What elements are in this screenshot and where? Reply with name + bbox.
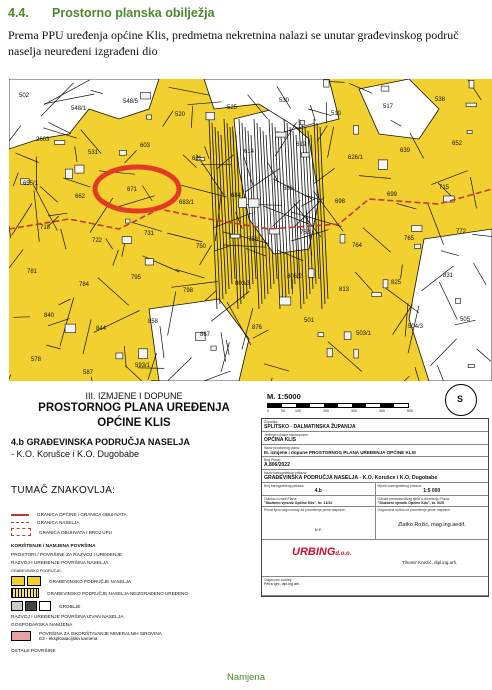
tb-value: GRAĐEVINSKA PODRUČJA NASELJA - K.O. Korušce i K.O. Dugobabe [264,475,438,481]
legend-item-build-zone [11,576,131,586]
parcel-label: 2603 [36,137,50,143]
tb-label: Odgovorni voditelj: [264,578,293,582]
parcel-line [13,317,30,318]
building-footprint [239,198,247,208]
tb-cell [262,496,376,506]
legend-swatch [11,631,31,641]
parcel-label: 772 [456,229,467,235]
plan-amendment: III. IZMJENE I DOPUNE [85,391,183,401]
legend-swatch [11,601,23,611]
building-footprint [318,333,324,337]
parcel-label: 781 [27,269,38,275]
tb-map [262,470,488,483]
building-footprint [468,364,474,367]
parcel-label: 578 [31,357,42,363]
parcel-label: 731 [144,231,155,237]
legend-item-mining [11,631,162,641]
building-footprint [353,126,358,135]
tb-value: "Službeni vjesnik Općine Klis", br. 11/22 [264,501,333,505]
use-sub3: GRAĐEVINSKO PODRUČJE: [11,569,62,573]
tb-value: III. izmjene i dopune PROSTORNOG PLANA UREĐENJA OPĆINE KLIS [264,450,416,455]
parcel-label: 502 [19,93,30,99]
building-footprint [344,332,351,340]
legend-sublabel: E3 - eksploatacijska kamena [39,636,98,641]
scale-bar [267,403,409,408]
scale-tick-label: 500 [407,409,413,413]
parcel-label: 825 [391,280,402,286]
parcel-label: 652 [452,141,463,147]
parcel-label: 686 [283,186,294,192]
intro-paragraph [8,28,492,62]
plan-legend-panel [9,381,259,671]
parcel-label: 684 [231,193,242,199]
tb-label: Broj kartografskog prikaza: [264,484,305,488]
plan-title-line2: OPĆINE KLIS [97,417,171,429]
parcel-label: 611 [192,156,202,162]
parcel-label: 504/3 [408,324,424,330]
parcel-label: 867 [200,332,211,338]
use-sub2: RAZVOJ I UREĐENJE POVRŠINA NASELJA [11,561,109,566]
legend-item-municipal-boundary [11,512,127,517]
intro-line-2: naselja neuređeni izgrađeni dio [8,43,158,58]
parcel-label: 683/1 [179,200,195,206]
parcel-line [292,279,293,295]
legend-swatch [27,576,41,586]
tb-sheet-scale [262,483,488,496]
tb-label: Naziv kartografskog prikaza: [264,471,307,475]
building-footprint [469,81,474,89]
legend-title: TUMAČ ZNAKOVLJA: [11,485,116,496]
plan-title-line1: PROSTORNOG PLANA UREĐENJA [38,402,230,414]
mining-label-group [39,631,162,641]
legend-item-graveyard [11,601,80,611]
legend-swatch [11,588,39,598]
building-footprint [340,235,345,244]
tb-plan [262,445,488,457]
scale-tick-label: 50 [281,409,285,413]
tb-label: Broj Plana: [264,458,281,462]
tb-label: Županija: [264,420,278,424]
legend-item-settlement-boundary [11,520,79,525]
parcel-label: 831 [443,273,454,279]
legend-swatch [25,601,37,611]
use-title: KORIŠTENJE / NAMJENA POVRŠINA [11,544,96,549]
parcel-label: 699 [387,192,398,198]
legend-label: POVRŠINA ZA ISKORIŠTAVANJE MINERALNIH SIROVINA [39,631,162,636]
parcel-label: 806/2 [287,274,303,280]
tb-value: Petra Igrc, dipl.ing.arh. [264,582,301,586]
legend-label: GRANICA NASELJA [37,520,80,525]
building-footprint [444,196,455,202]
parcel-label: 758 [248,237,259,243]
parcel-label: 614 [244,149,255,155]
building-footprint [122,237,131,244]
tb-county [262,419,488,432]
tb-number [262,457,488,470]
cadastral-map [9,79,492,381]
building-footprint [139,349,148,359]
legend-label: GROBLJE [59,603,81,609]
building-footprint [211,346,216,350]
scale-label: M. 1:5000 [267,392,301,401]
parcel-label: 510 [331,111,342,117]
tb-cell [262,507,376,539]
building-footprint [381,86,389,91]
map-canvas [9,79,492,381]
legend-label: GRAĐEVINSKO PODRUČJE NASELJA [49,578,131,584]
building-footprint [75,165,84,173]
parcel-label: 548/1 [71,106,87,112]
intro-line-1: Prema PPU uređenja općine Klis, predmetna nekretnina nalazi se unutar građevinskog područ [8,28,459,42]
legend-label: GRANICA OPĆINE / GRANICA OBUHVATA [37,512,127,517]
building-footprint [145,259,153,265]
building-footprint [327,349,333,357]
north-arrow-icon: S [445,384,477,416]
company-name: URBING [292,546,336,558]
tb-label: Odluka predstavničkog tijela o donošenju Plana: [377,497,450,501]
parcel-label: 530 [279,98,290,104]
parcel-label: 840 [44,313,55,319]
legend-swatch [11,514,29,516]
company-suffix: d.o.o. [335,551,352,557]
parcel-label: 813 [339,287,350,293]
tb-label: Naziv prostornog plana: [264,446,300,450]
parcel-label: 501 [304,318,315,324]
parcel-label: 715 [439,185,450,191]
parcel-label: 538 [435,97,446,103]
legend-item-unbuilt-zone [11,588,188,598]
building-footprint [126,219,131,223]
building-footprint [147,115,152,119]
coordinator-name: Tihomir Knezić, dipl.ing.arh. [402,560,458,565]
parcel-label: 520 [175,112,186,118]
parcel-label: 587 [83,370,94,376]
tb-cell [376,507,489,539]
outside-title: RAZVOJ I UREĐENJE POVRŠINA IZVAN NASELJA [11,615,124,620]
parcel-label: 639 [400,148,411,154]
building-footprint [383,280,388,288]
parcel-label: 593/1 [135,363,151,369]
parcel-label: 548/5 [123,99,139,105]
parcel-label: 784 [79,282,90,288]
company-logo [292,546,351,558]
sheet-subtitle: - K.O. Korušce i K.O. Dugobabe [11,449,140,459]
scale-tick-label: 400 [379,409,385,413]
building-footprint [412,226,422,232]
scale-tick-label: 0 [267,409,269,413]
parcel-label: 764 [352,243,363,249]
tb-value: 1:5 000 [423,488,441,494]
building-footprint [354,349,358,358]
building-footprint [378,160,387,169]
legend-swatch [39,601,51,611]
building-footprint [65,324,76,333]
parcel-label: 795 [131,275,142,281]
building-footprint [302,153,310,157]
use-sub1: PROSTORI / POVRŠINE ZA RAZVOJ I UREĐENJE [11,553,123,558]
building-footprint [308,269,314,278]
parcel-label: 798 [183,288,194,294]
tb-decisions [262,496,488,507]
tb-value: A.806/2022 [264,462,290,468]
parcel-label: 722 [92,238,103,244]
parcel-label: 698 [335,199,346,205]
building-footprint [275,132,286,137]
figure-caption: Namjena [226,672,266,683]
parcel-label: 603 [140,143,151,149]
building-footprint [466,103,477,107]
building-footprint [119,150,126,155]
parcel-label: 503/1 [356,331,372,337]
tb-unit [262,432,488,445]
tb-consultation [262,507,488,540]
scale-tick-label: 200 [323,409,329,413]
tb-company [262,540,488,577]
tb-value: Zlatko Rožić, mag.ing.aedif. [397,522,466,528]
parcel-label: 619 [296,142,307,148]
parcel-label: 626/1 [348,155,364,161]
tb-value: M.P. [314,528,322,532]
parcel-label: 803/3 [235,281,251,287]
parcel-label: 750 [196,244,207,250]
tb-label: Mjerilo kartografskog prikaza: [377,484,422,488]
legend-swatch [11,576,25,586]
parcel-label: 517 [383,104,394,110]
building-footprint [414,244,420,248]
tb-value: OPĆINA KLIS [264,437,297,443]
tb-cell [376,483,489,495]
building-footprint [300,120,304,125]
building-footprint [206,112,215,120]
economic-label: GOSPODARSKA NAMJENA [11,623,73,628]
scale-tick-label: 300 [351,409,357,413]
parcel-label: 662 [75,194,86,200]
parcel-label: 505 [460,317,471,323]
tb-label: Jedinica lokalne samouprave: [264,433,309,437]
building-footprint [456,298,461,303]
parcel-label: 718 [40,225,51,231]
legend-swatch [11,528,31,536]
legend-label: GRAĐEVINSKO PODRUČJE NASELJA NEIZGRAĐENO UREĐENO [47,590,188,596]
legend-item-upu-boundary [11,528,112,536]
sheet-title: 4.b GRAĐEVINSKA PODRUČJA NASELJA [11,437,190,447]
building-footprint [249,199,259,207]
tb-value: 4.b [314,488,322,494]
building-footprint [140,93,150,100]
parcel-label: 765 [404,236,415,242]
title-block-panel [259,381,492,671]
building-footprint [54,141,64,145]
legend-label: GRANICA OBUHVATA I BROJ UPU [39,529,112,535]
building-footprint [116,353,123,359]
parcel-label: 858 [148,319,159,325]
section-title: Prostorno planska obilježja [52,6,215,20]
building-footprint [324,80,330,87]
other-label: OSTALE POVRŠINE [11,649,56,654]
tb-cell [376,496,489,506]
tb-value: "Službeni vjesnik Općine Klis", br. 5/25 [377,501,445,505]
parcel-label: 671 [127,187,138,193]
building-footprint [231,234,240,238]
building-footprint [467,131,472,134]
tb-label: Pečat tijela odgovornog za provođenje javne rasprave: [264,508,346,512]
building-footprint [372,293,382,297]
title-block-table [261,418,489,597]
tb-label: Odgovorna osoba za provođenje javne rasprave: [377,508,451,512]
parcel-label: 531 [88,150,99,156]
building-footprint [280,297,291,305]
scale-tick-label: 100 [295,409,301,413]
parcel-label: 655/1 [23,181,39,187]
tb-responsible [262,577,488,596]
tb-label: Odluka o izradi Plana: [264,497,298,501]
parcel-label: 525 [227,105,238,111]
legend-swatch [11,522,29,524]
section-heading [8,6,215,20]
parcel-label: 876 [252,325,263,331]
tb-value: SPLITSKO - DALMATINSKA ŽUPANIJA [264,424,356,430]
tb-cell [262,483,376,495]
parcel-label: 763 [300,230,311,236]
section-number: 4.4. [8,6,29,20]
building-footprint [65,169,72,178]
parcel-label: 844 [96,326,107,332]
